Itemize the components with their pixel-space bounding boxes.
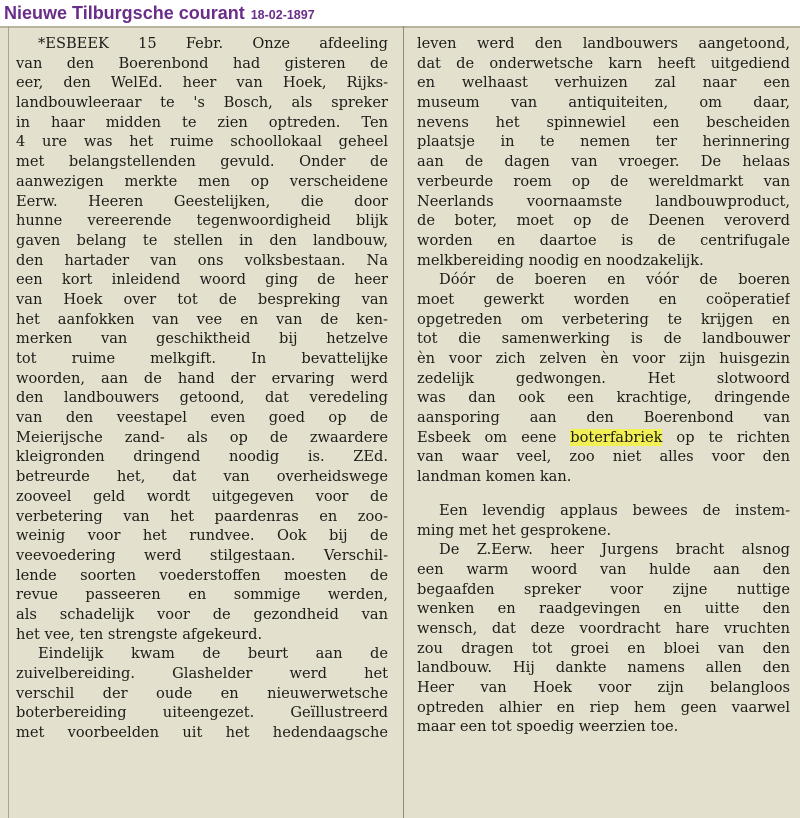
- text-line: lende soorten voederstoffen moesten de: [16, 566, 388, 584]
- highlighted-line: [417, 428, 790, 448]
- text-line: met voorbeelden uit het hedendaagsche: [16, 724, 388, 742]
- text-line: veevoedering werd stilgestaan. Verschil-: [16, 546, 388, 564]
- left-column: [16, 34, 388, 743]
- text-line: revue passeeren en sommige werden,: [16, 586, 388, 604]
- text-line: Eindelijk kwam de beurt aan de: [38, 645, 388, 663]
- text-line: landbouwleeraar te 's Bosch, als spreker: [16, 94, 388, 112]
- text-line: woorden, aan de hand der ervaring werd: [16, 369, 388, 387]
- text-line: van den Boerenbond had gisteren de: [16, 54, 388, 72]
- text-line: Meierijsche zand- als op de zwaardere: [16, 428, 388, 446]
- text-line: Dóór de boeren en vóór de boeren: [439, 271, 790, 289]
- newspaper-title[interactable]: Nieuwe Tilburgsche courant: [4, 3, 245, 23]
- text-line: kleigronden dringend noodig is. ZEd.: [16, 448, 388, 466]
- text-line: opgetreden om verbetering te krijgen en: [417, 310, 790, 328]
- text-line: Neerlands voornaamste landbouwproduct,: [417, 192, 790, 210]
- header-bar: [0, 0, 800, 26]
- text-line: van Hoek over tot de bespreking van: [16, 290, 388, 308]
- text-line: aansporing aan den Boerenbond van: [417, 409, 790, 427]
- text-line: en welhaast verhuizen zal naar een: [417, 74, 790, 92]
- text-line: Een levendig applaus bewees de instem-: [439, 501, 790, 519]
- text-line: tot ruime melkgift. In bevattelijke: [16, 350, 388, 367]
- text-line: Heer van Hoek voor zijn belangloos: [417, 679, 790, 696]
- text-segment: Esbeek om eene: [417, 428, 557, 446]
- left-rule: [8, 26, 9, 818]
- text-line: aan de dagen van vroeger. De helaas: [417, 153, 790, 171]
- text-line: verbetering van het paardenras en zoo-: [16, 507, 388, 525]
- text-line: landbouw. Hij dankte namens allen den: [417, 659, 790, 677]
- text-line: in haar midden te zien optreden. Ten: [16, 113, 388, 131]
- text-line: 4 ure was het ruime schoollokaal geheel: [16, 133, 388, 151]
- text-line: tot die samenwerking is de landbouwer: [417, 330, 790, 348]
- text-line: nevens het spinnewiel een bescheiden: [417, 113, 790, 131]
- text-line: een kort inleidend woord ging de heer: [16, 271, 388, 289]
- text-line: boterbereiding uiteengezet. Geïllustreerd: [16, 704, 388, 722]
- text-line: maar een tot spoedig weerzien toe.: [417, 718, 679, 736]
- text-line: melkbereiding noodig en noodzakelijk.: [417, 251, 704, 269]
- text-line: als schadelijk voor de gezondheid van: [16, 605, 388, 623]
- text-line: plaatsje in te nemen ter herinnering: [417, 133, 790, 151]
- text-line: met belangstellenden gevuld. Onder de: [16, 153, 388, 171]
- text-line: merken van geschiktheid bij hetzelve: [16, 330, 388, 348]
- text-line: verbeurde roem op de wereldmarkt van: [417, 172, 790, 190]
- text-line: het vee, ten strengste afgekeurd.: [16, 625, 263, 643]
- publication-date: 18-02-1897: [250, 8, 315, 22]
- text-line: van waar veel, zoo niet alles voor den: [417, 448, 790, 466]
- text-line: Eerw. Heeren Geestelijken, die door: [16, 192, 388, 210]
- text-line: hunne vereerende tegenwoordigheid blijk: [16, 212, 388, 230]
- text-line: ming met het gesprokene.: [417, 521, 612, 539]
- text-line: van den veestapel even goed op de: [16, 409, 388, 427]
- text-line: zuivelbereiding. Glashelder werd het: [16, 665, 388, 682]
- text-line: museum van antiquiteiten, om daar,: [417, 94, 790, 112]
- text-line: den hartader van ons volksbestaan. Na: [16, 251, 388, 269]
- text-line: moet gewerkt worden en coöperatief: [417, 290, 790, 308]
- text-line: De Z.Eerw. heer Jurgens bracht alsnog: [439, 541, 790, 559]
- text-line: een warm woord van hulde aan den: [417, 560, 790, 578]
- top-rule: [0, 26, 800, 28]
- text-line: wensch, dat deze voordracht hare vruchten: [417, 619, 790, 637]
- text-segment: op te richten: [676, 428, 790, 446]
- text-line: eer, den WelEd. heer van Hoek, Rijks-: [16, 74, 388, 92]
- newspaper-clipping: [0, 26, 800, 818]
- text-line: optreden alhier en riep hem geen vaarwel: [417, 698, 790, 716]
- paragraph-gap: [417, 487, 790, 501]
- column-divider: [403, 26, 404, 818]
- text-line: het aanfokken van vee en van de ken-: [16, 310, 388, 328]
- text-line: worden en daartoe is de centrifugale: [417, 231, 790, 249]
- text-line: èn voor zich zelven èn voor zijn huisgezin: [417, 350, 790, 367]
- text-line: betreurde het, dat van overheidswege: [16, 468, 388, 486]
- text-line: begaafden spreker voor zijne nuttige: [417, 580, 790, 598]
- text-line: landman komen kan.: [417, 468, 572, 486]
- text-line: zedelijk gedwongen. Het slotwoord: [417, 369, 790, 387]
- text-line: de boter, moet op de Deenen veroverd: [417, 212, 790, 230]
- text-line: den landbouwers getoond, dat veredeling: [16, 389, 388, 407]
- text-line: leven werd den landbouwers aangetoond,: [417, 35, 790, 52]
- text-line: *ESBEEK 15 Febr. Onze afdeeling: [38, 35, 388, 52]
- text-line: verschil der oude en nieuwerwetsche: [16, 684, 388, 702]
- text-line: wenken en raadgevingen en uitte den: [417, 600, 790, 618]
- text-line: zou dragen tot groei en bloei van den: [417, 639, 790, 657]
- search-highlight[interactable]: boterfabriek: [570, 428, 663, 446]
- right-column: [417, 34, 790, 737]
- text-line: gaven belang te stellen in den landbouw,: [16, 231, 388, 249]
- text-line: was dan ook een krachtige, dringende: [417, 389, 790, 407]
- text-line: aanwezigen merkte men op verscheidene: [16, 172, 388, 190]
- text-line: zooveel geld wordt uitgegeven voor de: [16, 487, 388, 505]
- text-line: weinig voor het rundvee. Ook bij de: [16, 527, 388, 545]
- text-line: dat de onderwetsche karn heeft uitgediend: [417, 54, 790, 72]
